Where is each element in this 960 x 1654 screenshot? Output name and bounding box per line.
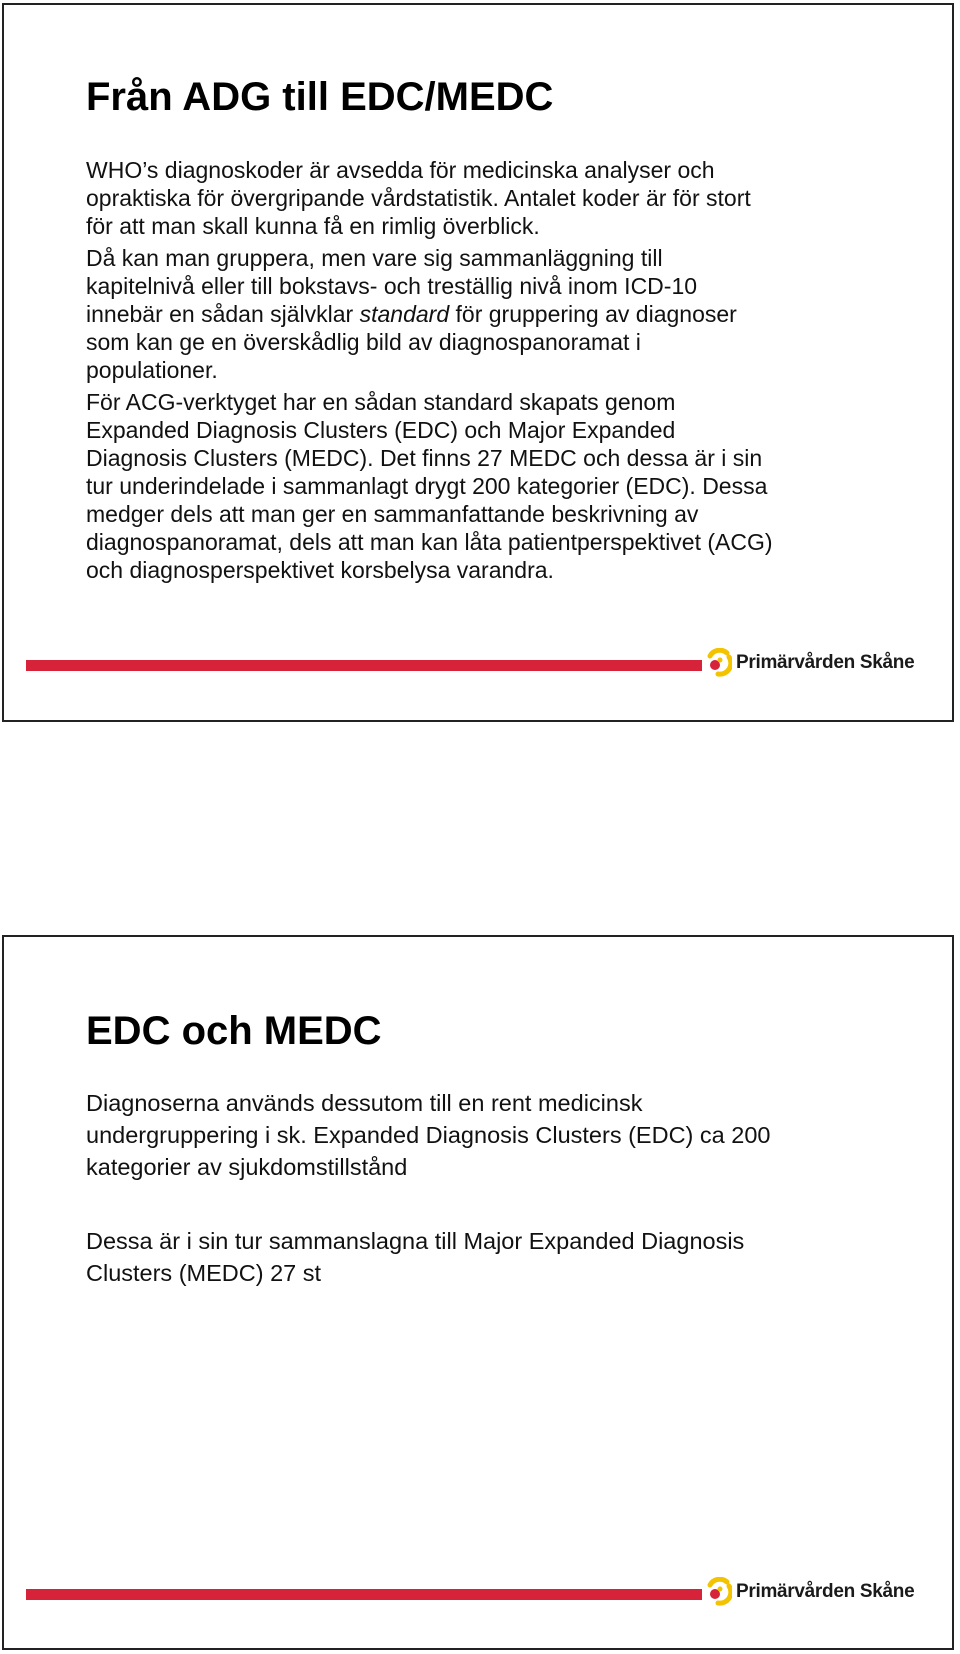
red-footer-bar [26, 1589, 702, 1600]
paragraph-line: Clusters (MEDC) 27 st [86, 1260, 322, 1286]
logo-text: Primärvården Skåne [736, 1581, 915, 1602]
slide-title: Från ADG till EDC/MEDC [86, 75, 554, 119]
text-segment: för gruppering av diagnoser [449, 301, 737, 327]
paragraph-line: kategorier av sjukdomstillstånd [86, 1154, 408, 1180]
logo-text: Primärvården Skåne [736, 652, 915, 673]
paragraph-line: populationer. [86, 357, 218, 383]
paragraph-line: kapitelnivå eller till bokstavs- och treställig nivå inom ICD-10 [86, 273, 698, 299]
footer-logo [706, 1577, 914, 1607]
primarvarden-skane-logo-icon [706, 1577, 732, 1607]
paragraph-line: som kan ge en överskådlig bild av diagnospanoramat i [86, 329, 641, 355]
footer-logo [706, 648, 914, 678]
paragraph-line-with-italic [86, 300, 737, 328]
paragraph-line: opraktiska för övergripande vårdstatistik. Antalet koder är för stort [86, 185, 751, 211]
paragraph-line: Då kan man gruppera, men vare sig sammanläggning till [86, 245, 663, 271]
paragraph-line: undergruppering i sk. Expanded Diagnosis Clusters (EDC) ca 200 [86, 1122, 771, 1148]
paragraph-line: tur underindelade i sammanlagt drygt 200 kategorier (EDC). Dessa [86, 473, 768, 499]
primarvarden-skane-logo-icon [706, 648, 732, 678]
paragraph-line: Diagnosis Clusters (MEDC). Det finns 27 MEDC och dessa är i sin [86, 445, 763, 471]
red-footer-bar [26, 660, 702, 671]
paragraph-line: diagnospanoramat, dels att man kan låta patientperspektivet (ACG) [86, 529, 773, 555]
paragraph-line: medger dels att man ger en sammanfattande beskrivning av [86, 501, 699, 527]
paragraph-line: och diagnosperspektivet korsbelysa varandra. [86, 557, 554, 583]
paragraph-line: Dessa är i sin tur sammanslagna till Major Expanded Diagnosis [86, 1228, 745, 1254]
text-segment: innebär en sådan självklar [86, 301, 360, 327]
paragraph-line: för att man skall kunna få en rimlig överblick. [86, 213, 540, 239]
slide-title: EDC och MEDC [86, 1009, 382, 1053]
italic-word-standard: standard [359, 301, 450, 327]
paragraph-line: Expanded Diagnosis Clusters (EDC) och Major Expanded [86, 417, 676, 443]
paragraph-line: För ACG-verktyget har en sådan standard skapats genom [86, 389, 676, 415]
slide-1 [2, 3, 954, 722]
paragraph-line: Diagnoserna används dessutom till en rent medicinsk [86, 1090, 643, 1116]
paragraph-line: WHO’s diagnoskoder är avsedda för medicinska analyser och [86, 157, 715, 183]
slide-2 [2, 935, 954, 1650]
